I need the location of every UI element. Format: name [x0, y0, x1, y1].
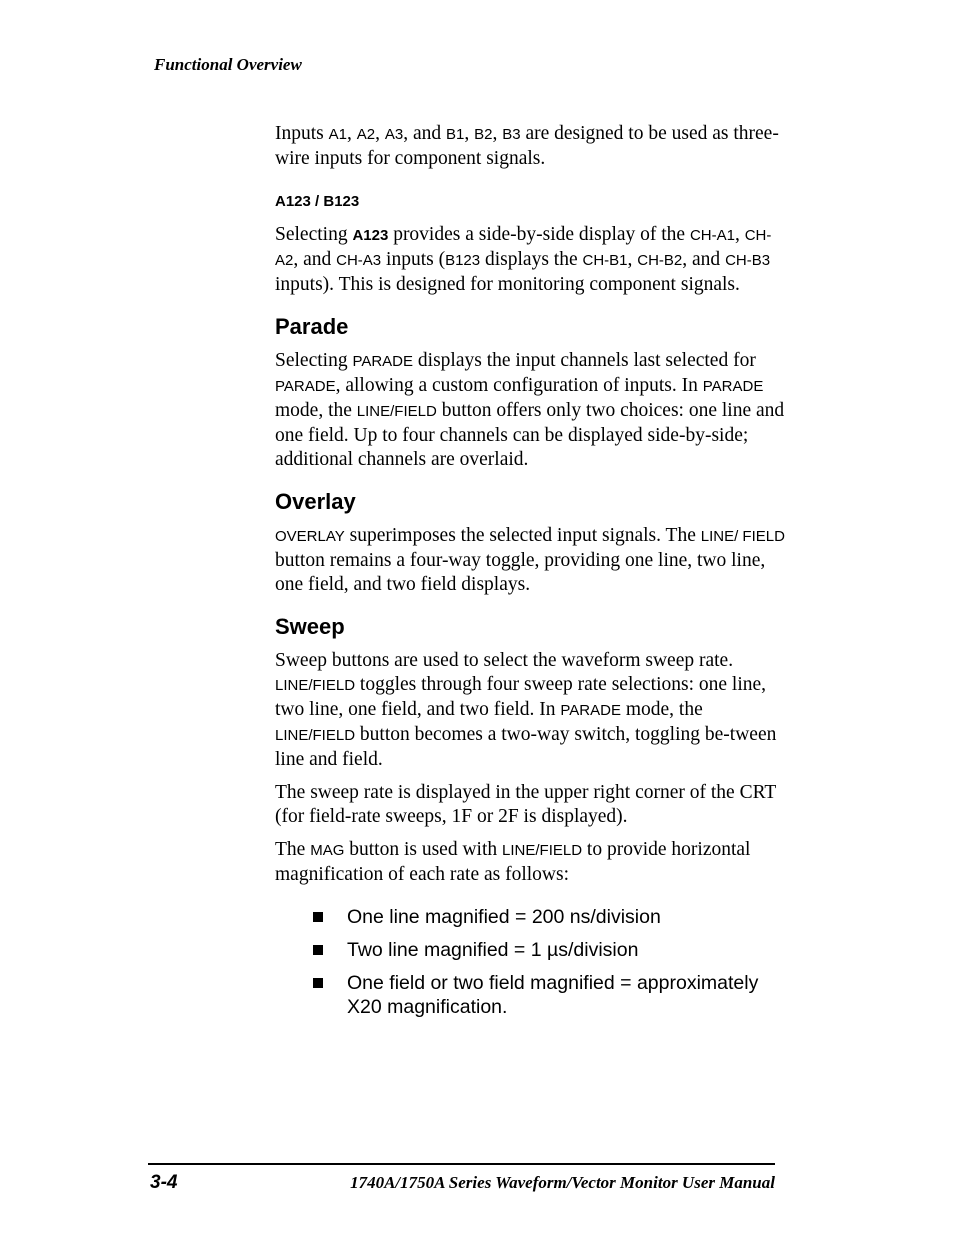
input-label: A2 [356, 126, 376, 143]
intro-paragraph [275, 122, 785, 171]
channel-label: CH-B1 [582, 252, 628, 269]
input-label: A1 [328, 126, 347, 143]
button-label: PARADE [702, 378, 764, 395]
text: , [734, 224, 745, 245]
overlay-paragraph [275, 524, 785, 597]
button-label: A123 [352, 227, 389, 244]
button-label: LINE/FIELD [502, 842, 583, 859]
text: , and [403, 123, 446, 144]
button-label: PARADE [352, 353, 414, 370]
subhead-a123-b123: A123 / B123 [275, 193, 360, 210]
text: Selecting [275, 224, 353, 245]
list-item-text: Two line magnified = 1 µs/division [347, 939, 639, 961]
text: to provide horizontal magnification of each rate as follows: [275, 839, 751, 885]
text: displays the input channels last selected for [413, 350, 756, 371]
body-column [275, 122, 785, 1019]
magnification-list [275, 905, 785, 1019]
page-number: 3-4 [150, 1172, 178, 1193]
button-label: B123 [445, 252, 481, 269]
a123-paragraph [275, 223, 785, 297]
button-label: PARADE [275, 378, 336, 395]
channel-label: CH-A2 [275, 227, 772, 269]
text: displays the [480, 249, 583, 270]
footer-manual-title: 1740A/1750A Series Waveform/Vector Monitor User Manual [350, 1173, 775, 1192]
list-item-text: One field or two field magnified = approximately X20 magnification. [347, 972, 759, 1018]
parade-paragraph [275, 349, 785, 472]
text: , allowing a custom configuration of inputs. In [335, 375, 703, 396]
square-bullet-icon [313, 978, 323, 988]
text: toggles through four sweep rate selections: one line, two line, one field, and two field. In [275, 674, 767, 720]
list-item [275, 971, 785, 1019]
text: , [346, 123, 357, 144]
button-label: OVERLAY [275, 528, 345, 545]
input-label: B3 [502, 126, 521, 143]
running-header: Functional Overview [154, 55, 302, 74]
section-heading-overlay: Overlay [275, 489, 356, 514]
section-heading-parade: Parade [275, 314, 349, 339]
text: inputs ( [381, 249, 446, 270]
input-label: A3 [384, 126, 404, 143]
text: , [464, 123, 475, 144]
text: The [275, 839, 311, 860]
text: button is used with [344, 839, 503, 860]
text: , and [293, 249, 337, 270]
footer-divider [148, 1163, 775, 1165]
square-bullet-icon [313, 912, 323, 922]
button-label: LINE/FIELD [275, 727, 356, 744]
text: , [375, 123, 385, 144]
channel-label: CH-A3 [336, 252, 382, 269]
text: Selecting [275, 350, 353, 371]
button-label: LINE/ FIELD [700, 528, 785, 545]
button-label: LINE/FIELD [275, 677, 356, 694]
list-item-text: One line magnified = 200 ns/division [347, 906, 661, 928]
section-heading-sweep: Sweep [275, 614, 345, 639]
text: mode, the [275, 400, 357, 421]
text: Sweep buttons are used to select the waveform sweep rate. [275, 650, 734, 671]
sweep-paragraph-1 [275, 649, 785, 772]
channel-label: CH-A1 [689, 227, 735, 244]
text: button becomes a two-way switch, toggling be-tween line and field. [275, 724, 777, 770]
text: button offers only two choices: one line and one field. Up to four channels can be displayed side-by-side; additional channels are overlaid. [275, 400, 785, 470]
text: , [492, 123, 503, 144]
text: , and [682, 249, 726, 270]
list-item [275, 938, 785, 962]
text: inputs). This is designed for monitoring component signals. [275, 274, 740, 295]
sweep-paragraph-2: The sweep rate is displayed in the upper right corner of the CRT (for field-rate sweeps, 1F or 2F is displayed). [275, 782, 776, 827]
text: provides a side-by-side display of the [388, 224, 690, 245]
channel-label: CH-B3 [725, 252, 771, 269]
channel-label: CH-B2 [637, 252, 683, 269]
button-label: LINE/FIELD [356, 403, 437, 420]
text: are designed to be used as three-wire inputs for component signals. [275, 123, 779, 169]
text: superimposes the selected input signals. The [344, 525, 701, 546]
sweep-paragraph-3 [275, 838, 785, 887]
input-label: B1 [445, 126, 465, 143]
text: button remains a four-way toggle, providing one line, two line, one field, and two field displays. [275, 550, 766, 595]
button-label: MAG [310, 842, 345, 859]
list-item [275, 905, 785, 929]
text: , [627, 249, 638, 270]
text: Inputs [275, 123, 329, 144]
input-label: B2 [474, 126, 493, 143]
text: mode, the [620, 699, 703, 720]
button-label: PARADE [560, 702, 621, 719]
square-bullet-icon [313, 945, 323, 955]
